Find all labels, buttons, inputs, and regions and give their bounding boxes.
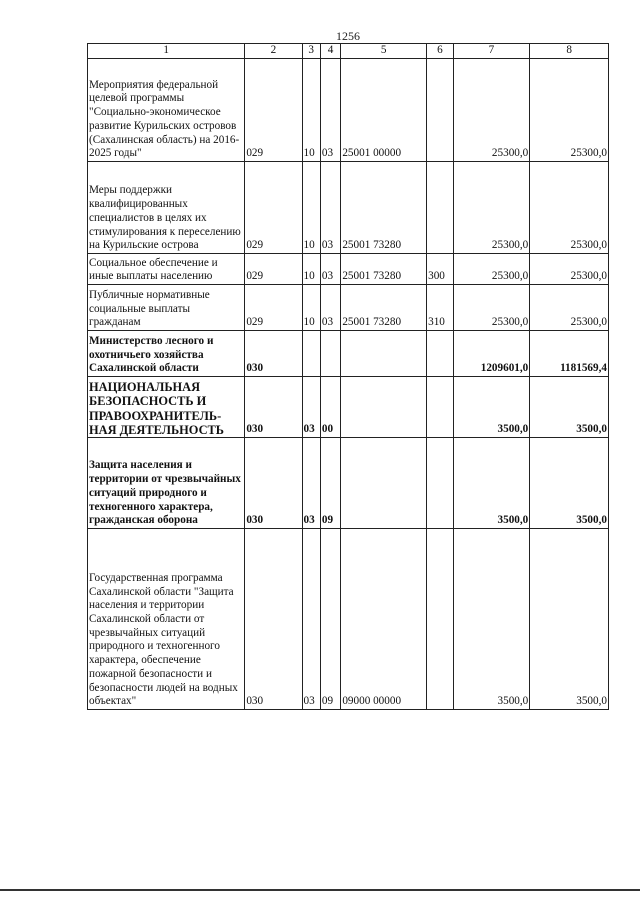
cell-admin-code: 030 xyxy=(245,331,302,377)
cell-amount-7: 25300,0 xyxy=(453,254,530,285)
cell-section: 03 xyxy=(302,529,320,710)
budget-table xyxy=(87,43,609,710)
cell-subsection: 00 xyxy=(320,377,340,438)
cell-section: 03 xyxy=(302,377,320,438)
row-name: Государственная программа Сахалинской области "Защита населения и территории Сахалинской области от чрезвычайных ситуаций природного и техногенного характера, обеспечение пожарной безопасности и безопасности людей на водных объектах" xyxy=(88,529,245,710)
cell-subsection: 09 xyxy=(320,529,340,710)
cell-subsection: 03 xyxy=(320,162,340,254)
cell-amount-7: 1209601,0 xyxy=(453,331,530,377)
row-name: Социальное обеспечение и иные выплаты населению xyxy=(88,254,245,285)
row-name: Меры поддержки квалифицированных специалистов в целях их стимулирования к переселению на Курильские острова xyxy=(88,162,245,254)
cell-amount-8: 3500,0 xyxy=(530,377,609,438)
cell-amount-7: 25300,0 xyxy=(453,59,530,162)
cell-section: 10 xyxy=(302,162,320,254)
cell-amount-8: 3500,0 xyxy=(530,529,609,710)
table-row xyxy=(88,254,609,285)
cell-target-item: 25001 73280 xyxy=(341,285,427,331)
cell-section: 10 xyxy=(302,285,320,331)
row-name: Министерство лесного и охотничьего хозяйства Сахалинской области xyxy=(88,331,245,377)
row-name: Публичные нормативные социальные выплаты гражданам xyxy=(88,285,245,331)
cell-target-item: 25001 73280 xyxy=(341,162,427,254)
cell-subsection: 03 xyxy=(320,285,340,331)
cell-target-item xyxy=(341,331,427,377)
table-row xyxy=(88,529,609,710)
column-header-7: 7 xyxy=(453,44,530,59)
row-name: НАЦИОНАЛЬНАЯ БЕЗОПАСНОСТЬ И ПРАВООХРАНИТЕЛЬ-НАЯ ДЕЯТЕЛЬНОСТЬ xyxy=(88,377,245,438)
column-header-6: 6 xyxy=(427,44,454,59)
cell-target-item: 25001 00000 xyxy=(341,59,427,162)
cell-admin-code: 030 xyxy=(245,377,302,438)
cell-target-item: 25001 73280 xyxy=(341,254,427,285)
cell-amount-7: 3500,0 xyxy=(453,529,530,710)
cell-amount-8: 25300,0 xyxy=(530,254,609,285)
cell-amount-8: 1181569,4 xyxy=(530,331,609,377)
cell-section: 10 xyxy=(302,59,320,162)
row-name: Защита населения и территории от чрезвычайных ситуаций природного и техногенного характера, гражданская оборона xyxy=(88,438,245,529)
column-header-8: 8 xyxy=(530,44,609,59)
cell-subsection xyxy=(320,331,340,377)
bottom-rule xyxy=(0,889,640,891)
column-header-3: 3 xyxy=(302,44,320,59)
cell-expense-type xyxy=(427,377,454,438)
cell-admin-code: 029 xyxy=(245,162,302,254)
column-header-2: 2 xyxy=(245,44,302,59)
cell-admin-code: 030 xyxy=(245,438,302,529)
cell-section: 03 xyxy=(302,438,320,529)
cell-expense-type: 310 xyxy=(427,285,454,331)
column-header-4: 4 xyxy=(320,44,340,59)
cell-amount-8: 25300,0 xyxy=(530,162,609,254)
cell-subsection: 03 xyxy=(320,59,340,162)
cell-amount-7: 3500,0 xyxy=(453,438,530,529)
cell-section xyxy=(302,331,320,377)
table-row xyxy=(88,331,609,377)
cell-expense-type xyxy=(427,438,454,529)
table-row xyxy=(88,377,609,438)
cell-expense-type xyxy=(427,331,454,377)
cell-target-item xyxy=(341,377,427,438)
cell-admin-code: 029 xyxy=(245,285,302,331)
cell-amount-7: 25300,0 xyxy=(453,285,530,331)
table-row xyxy=(88,285,609,331)
page-number: 1256 xyxy=(336,29,360,43)
cell-expense-type: 300 xyxy=(427,254,454,285)
table-row xyxy=(88,59,609,162)
table-row xyxy=(88,438,609,529)
cell-admin-code: 029 xyxy=(245,59,302,162)
cell-amount-8: 3500,0 xyxy=(530,438,609,529)
cell-target-item: 09000 00000 xyxy=(341,529,427,710)
cell-target-item xyxy=(341,438,427,529)
cell-expense-type xyxy=(427,529,454,710)
cell-section: 10 xyxy=(302,254,320,285)
cell-amount-7: 3500,0 xyxy=(453,377,530,438)
cell-admin-code: 029 xyxy=(245,254,302,285)
cell-subsection: 03 xyxy=(320,254,340,285)
cell-amount-8: 25300,0 xyxy=(530,285,609,331)
cell-amount-7: 25300,0 xyxy=(453,162,530,254)
cell-expense-type xyxy=(427,162,454,254)
header-row xyxy=(88,44,609,59)
table-row xyxy=(88,162,609,254)
column-header-5: 5 xyxy=(341,44,427,59)
cell-subsection: 09 xyxy=(320,438,340,529)
cell-amount-8: 25300,0 xyxy=(530,59,609,162)
cell-admin-code: 030 xyxy=(245,529,302,710)
cell-expense-type xyxy=(427,59,454,162)
row-name: Мероприятия федеральной целевой программы "Социально-экономическое развитие Курильских островов (Сахалинская область) на 2016-2025 годы" xyxy=(88,59,245,162)
column-header-1: 1 xyxy=(88,44,245,59)
